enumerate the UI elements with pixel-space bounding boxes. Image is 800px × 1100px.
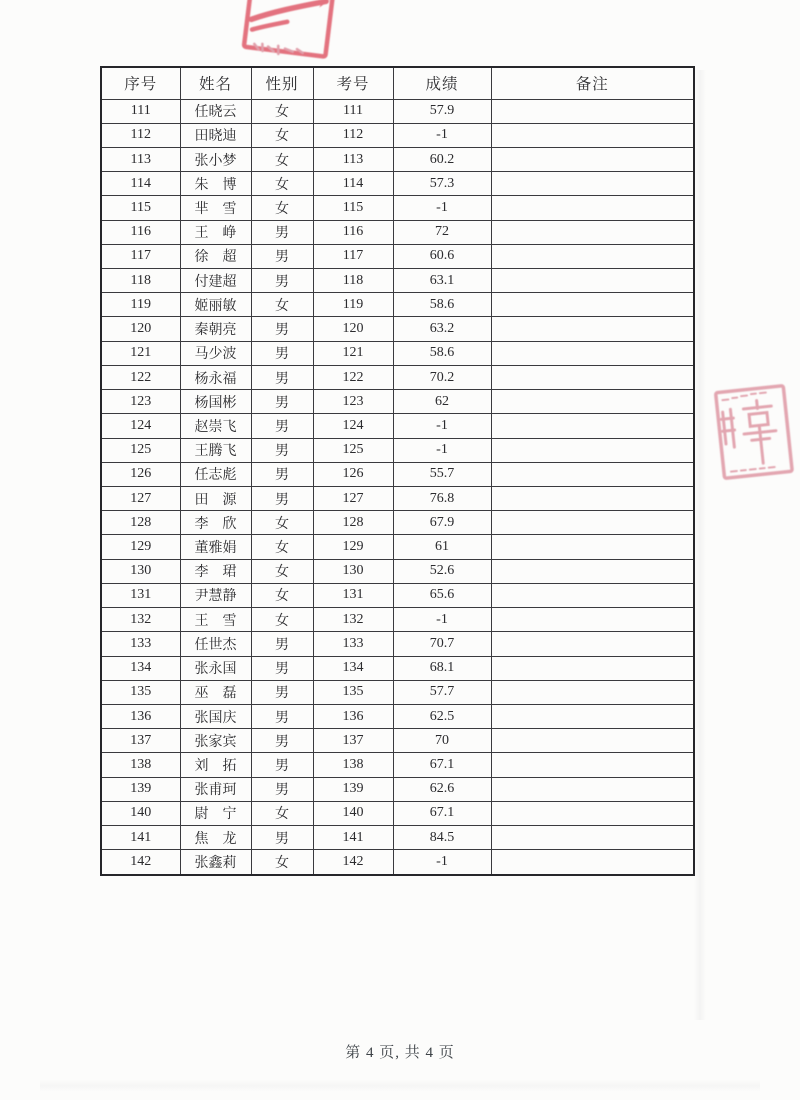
cell-score: 63.2 [393, 317, 491, 341]
cell-exam_no: 141 [313, 826, 393, 850]
cell-score: 70.2 [393, 365, 491, 389]
cell-exam_no: 142 [313, 850, 393, 875]
cell-gender: 男 [251, 220, 313, 244]
cell-exam_no: 125 [313, 438, 393, 462]
cell-remark [491, 850, 694, 875]
cell-gender: 女 [251, 511, 313, 535]
cell-remark [491, 511, 694, 535]
cell-no: 121 [101, 341, 180, 365]
cell-gender: 男 [251, 244, 313, 268]
table-row [101, 801, 694, 825]
cell-name: 李 欣 [180, 511, 251, 535]
cell-name: 张鑫莉 [180, 850, 251, 875]
table-row [101, 438, 694, 462]
cell-name: 赵崇飞 [180, 414, 251, 438]
table-row [101, 704, 694, 728]
cell-name: 任世杰 [180, 632, 251, 656]
cell-remark [491, 341, 694, 365]
cell-gender: 男 [251, 487, 313, 511]
cell-remark [491, 99, 694, 123]
cell-exam_no: 122 [313, 365, 393, 389]
cell-remark [491, 196, 694, 220]
cell-no: 135 [101, 680, 180, 704]
cell-gender: 男 [251, 317, 313, 341]
cell-exam_no: 115 [313, 196, 393, 220]
cell-exam_no: 123 [313, 390, 393, 414]
cell-score: -1 [393, 123, 491, 147]
cell-name: 马少波 [180, 341, 251, 365]
cell-remark [491, 414, 694, 438]
red-seal-right-icon [705, 379, 800, 488]
table-row [101, 172, 694, 196]
cell-score: 62.5 [393, 704, 491, 728]
table-row [101, 777, 694, 801]
cell-gender: 男 [251, 777, 313, 801]
cell-name: 张永国 [180, 656, 251, 680]
cell-gender: 女 [251, 123, 313, 147]
column-header-gender: 性别 [251, 67, 313, 99]
score-table [100, 66, 695, 876]
cell-score: 58.6 [393, 293, 491, 317]
cell-remark [491, 462, 694, 486]
cell-name: 张家宾 [180, 729, 251, 753]
cell-gender: 女 [251, 608, 313, 632]
cell-score: -1 [393, 438, 491, 462]
header-row [101, 67, 694, 99]
cell-exam_no: 120 [313, 317, 393, 341]
red-stamp-top-icon [239, 0, 340, 67]
cell-score: 63.1 [393, 269, 491, 293]
cell-gender: 女 [251, 172, 313, 196]
cell-gender: 男 [251, 826, 313, 850]
table-row [101, 487, 694, 511]
table-row [101, 826, 694, 850]
cell-remark [491, 123, 694, 147]
cell-exam_no: 112 [313, 123, 393, 147]
column-header-no: 序号 [101, 67, 180, 99]
scan-streak-bottom [40, 1080, 760, 1092]
cell-remark [491, 317, 694, 341]
cell-name: 田 源 [180, 487, 251, 511]
cell-no: 120 [101, 317, 180, 341]
cell-gender: 男 [251, 438, 313, 462]
cell-name: 尉 宁 [180, 801, 251, 825]
cell-gender: 女 [251, 293, 313, 317]
seal-partial-left-character [720, 409, 736, 448]
cell-name: 杨国彬 [180, 390, 251, 414]
cell-gender: 男 [251, 390, 313, 414]
table-row [101, 680, 694, 704]
cell-exam_no: 124 [313, 414, 393, 438]
cell-name: 姬丽敏 [180, 293, 251, 317]
cell-gender: 男 [251, 341, 313, 365]
cell-no: 141 [101, 826, 180, 850]
cell-name: 王腾飞 [180, 438, 251, 462]
table-row [101, 414, 694, 438]
cell-name: 王 雪 [180, 608, 251, 632]
stamp-partial-characters [253, 43, 303, 57]
table-row [101, 196, 694, 220]
cell-name: 田晓迪 [180, 123, 251, 147]
cell-score: 62.6 [393, 777, 491, 801]
cell-exam_no: 127 [313, 487, 393, 511]
cell-name: 巫 磊 [180, 680, 251, 704]
table-row [101, 511, 694, 535]
cell-exam_no: 137 [313, 729, 393, 753]
cell-no: 133 [101, 632, 180, 656]
cell-remark [491, 801, 694, 825]
cell-no: 123 [101, 390, 180, 414]
red-seal-right [705, 379, 800, 488]
cell-no: 129 [101, 535, 180, 559]
cell-name: 芈 雪 [180, 196, 251, 220]
cell-score: 67.1 [393, 753, 491, 777]
cell-name: 刘 拓 [180, 753, 251, 777]
cell-score: 58.6 [393, 341, 491, 365]
cell-gender: 女 [251, 583, 313, 607]
column-header-remark: 备注 [491, 67, 694, 99]
cell-exam_no: 140 [313, 801, 393, 825]
table-row [101, 293, 694, 317]
cell-no: 115 [101, 196, 180, 220]
cell-exam_no: 119 [313, 293, 393, 317]
cell-no: 111 [101, 99, 180, 123]
cell-name: 焦 龙 [180, 826, 251, 850]
cell-name: 朱 博 [180, 172, 251, 196]
cell-no: 130 [101, 559, 180, 583]
cell-no: 128 [101, 511, 180, 535]
table-row [101, 269, 694, 293]
cell-remark [491, 365, 694, 389]
cell-exam_no: 134 [313, 656, 393, 680]
cell-exam_no: 138 [313, 753, 393, 777]
cell-remark [491, 753, 694, 777]
seal-main-character [741, 399, 779, 465]
cell-name: 王 峥 [180, 220, 251, 244]
cell-remark [491, 220, 694, 244]
table-row [101, 220, 694, 244]
cell-remark [491, 269, 694, 293]
cell-gender: 男 [251, 632, 313, 656]
cell-no: 118 [101, 269, 180, 293]
cell-remark [491, 632, 694, 656]
column-header-score: 成绩 [393, 67, 491, 99]
cell-remark [491, 777, 694, 801]
cell-remark [491, 656, 694, 680]
table-row [101, 147, 694, 171]
table-row [101, 341, 694, 365]
cell-gender: 男 [251, 269, 313, 293]
table-row [101, 559, 694, 583]
table-row [101, 535, 694, 559]
cell-score: -1 [393, 850, 491, 875]
cell-no: 139 [101, 777, 180, 801]
cell-gender: 男 [251, 365, 313, 389]
cell-exam_no: 111 [313, 99, 393, 123]
page-footer: 第 4 页, 共 4 页 [345, 1045, 455, 1061]
cell-no: 138 [101, 753, 180, 777]
table-row [101, 462, 694, 486]
cell-remark [491, 608, 694, 632]
cell-exam_no: 118 [313, 269, 393, 293]
cell-score: 57.7 [393, 680, 491, 704]
cell-score: 67.9 [393, 511, 491, 535]
cell-exam_no: 114 [313, 172, 393, 196]
cell-score: 76.8 [393, 487, 491, 511]
cell-no: 127 [101, 487, 180, 511]
cell-score: 60.2 [393, 147, 491, 171]
cell-gender: 女 [251, 535, 313, 559]
table-row [101, 850, 694, 875]
stamp-swoosh-strokes [250, 0, 330, 39]
cell-no: 113 [101, 147, 180, 171]
cell-score: 57.9 [393, 99, 491, 123]
table-row [101, 244, 694, 268]
cell-exam_no: 113 [313, 147, 393, 171]
cell-remark [491, 680, 694, 704]
cell-no: 122 [101, 365, 180, 389]
cell-score: -1 [393, 196, 491, 220]
cell-no: 134 [101, 656, 180, 680]
cell-name: 杨永福 [180, 365, 251, 389]
cell-gender: 女 [251, 801, 313, 825]
cell-no: 125 [101, 438, 180, 462]
cell-exam_no: 136 [313, 704, 393, 728]
cell-name: 任晓云 [180, 99, 251, 123]
cell-exam_no: 133 [313, 632, 393, 656]
cell-exam_no: 116 [313, 220, 393, 244]
cell-remark [491, 704, 694, 728]
cell-gender: 女 [251, 196, 313, 220]
table-row [101, 390, 694, 414]
cell-score: 60.6 [393, 244, 491, 268]
cell-exam_no: 135 [313, 680, 393, 704]
cell-no: 140 [101, 801, 180, 825]
table-row [101, 656, 694, 680]
cell-exam_no: 129 [313, 535, 393, 559]
cell-score: 68.1 [393, 656, 491, 680]
cell-no: 137 [101, 729, 180, 753]
cell-remark [491, 293, 694, 317]
cell-no: 112 [101, 123, 180, 147]
table-row [101, 753, 694, 777]
cell-exam_no: 117 [313, 244, 393, 268]
table-row [101, 729, 694, 753]
cell-exam_no: 128 [313, 511, 393, 535]
cell-score: 70.7 [393, 632, 491, 656]
cell-score: 67.1 [393, 801, 491, 825]
cell-name: 秦朝亮 [180, 317, 251, 341]
table-row [101, 99, 694, 123]
cell-remark [491, 147, 694, 171]
cell-exam_no: 132 [313, 608, 393, 632]
cell-score: -1 [393, 608, 491, 632]
cell-no: 131 [101, 583, 180, 607]
cell-name: 张国庆 [180, 704, 251, 728]
cell-score: 61 [393, 535, 491, 559]
table-row [101, 583, 694, 607]
table-row [101, 608, 694, 632]
cell-gender: 男 [251, 414, 313, 438]
cell-no: 117 [101, 244, 180, 268]
seal-small-text-top [722, 393, 766, 401]
cell-score: 72 [393, 220, 491, 244]
cell-remark [491, 583, 694, 607]
cell-no: 124 [101, 414, 180, 438]
cell-exam_no: 126 [313, 462, 393, 486]
cell-score: 52.6 [393, 559, 491, 583]
table-row [101, 365, 694, 389]
cell-score: 65.6 [393, 583, 491, 607]
cell-gender: 女 [251, 147, 313, 171]
cell-exam_no: 130 [313, 559, 393, 583]
cell-score: 57.3 [393, 172, 491, 196]
cell-no: 114 [101, 172, 180, 196]
cell-score: 84.5 [393, 826, 491, 850]
cell-remark [491, 559, 694, 583]
cell-remark [491, 438, 694, 462]
cell-score: -1 [393, 414, 491, 438]
red-stamp-top [239, 0, 340, 67]
cell-exam_no: 139 [313, 777, 393, 801]
seal-small-text-bottom [731, 467, 775, 472]
table-row [101, 632, 694, 656]
scan-streak-right [694, 70, 706, 1020]
cell-gender: 女 [251, 559, 313, 583]
column-header-name: 姓名 [180, 67, 251, 99]
cell-name: 付建超 [180, 269, 251, 293]
cell-gender: 男 [251, 656, 313, 680]
cell-name: 张小梦 [180, 147, 251, 171]
cell-remark [491, 244, 694, 268]
cell-gender: 女 [251, 850, 313, 875]
cell-remark [491, 487, 694, 511]
cell-gender: 女 [251, 99, 313, 123]
cell-exam_no: 131 [313, 583, 393, 607]
cell-gender: 男 [251, 680, 313, 704]
stamp-border [244, 0, 336, 57]
cell-name: 李 珺 [180, 559, 251, 583]
cell-score: 62 [393, 390, 491, 414]
cell-gender: 男 [251, 729, 313, 753]
cell-no: 116 [101, 220, 180, 244]
score-table-header [101, 67, 694, 99]
cell-remark [491, 535, 694, 559]
cell-score: 70 [393, 729, 491, 753]
cell-name: 徐 超 [180, 244, 251, 268]
table-row [101, 317, 694, 341]
cell-no: 142 [101, 850, 180, 875]
cell-no: 126 [101, 462, 180, 486]
cell-remark [491, 390, 694, 414]
cell-score: 55.7 [393, 462, 491, 486]
cell-name: 尹慧静 [180, 583, 251, 607]
cell-remark [491, 729, 694, 753]
cell-no: 132 [101, 608, 180, 632]
table-row [101, 123, 694, 147]
cell-no: 136 [101, 704, 180, 728]
cell-gender: 男 [251, 462, 313, 486]
column-header-examno: 考号 [313, 67, 393, 99]
score-table-body [101, 99, 694, 875]
seal-border [716, 386, 793, 479]
cell-gender: 男 [251, 704, 313, 728]
cell-exam_no: 121 [313, 341, 393, 365]
cell-name: 董雅娟 [180, 535, 251, 559]
cell-name: 任志彪 [180, 462, 251, 486]
cell-remark [491, 172, 694, 196]
cell-no: 119 [101, 293, 180, 317]
cell-remark [491, 826, 694, 850]
cell-name: 张甫珂 [180, 777, 251, 801]
cell-gender: 男 [251, 753, 313, 777]
